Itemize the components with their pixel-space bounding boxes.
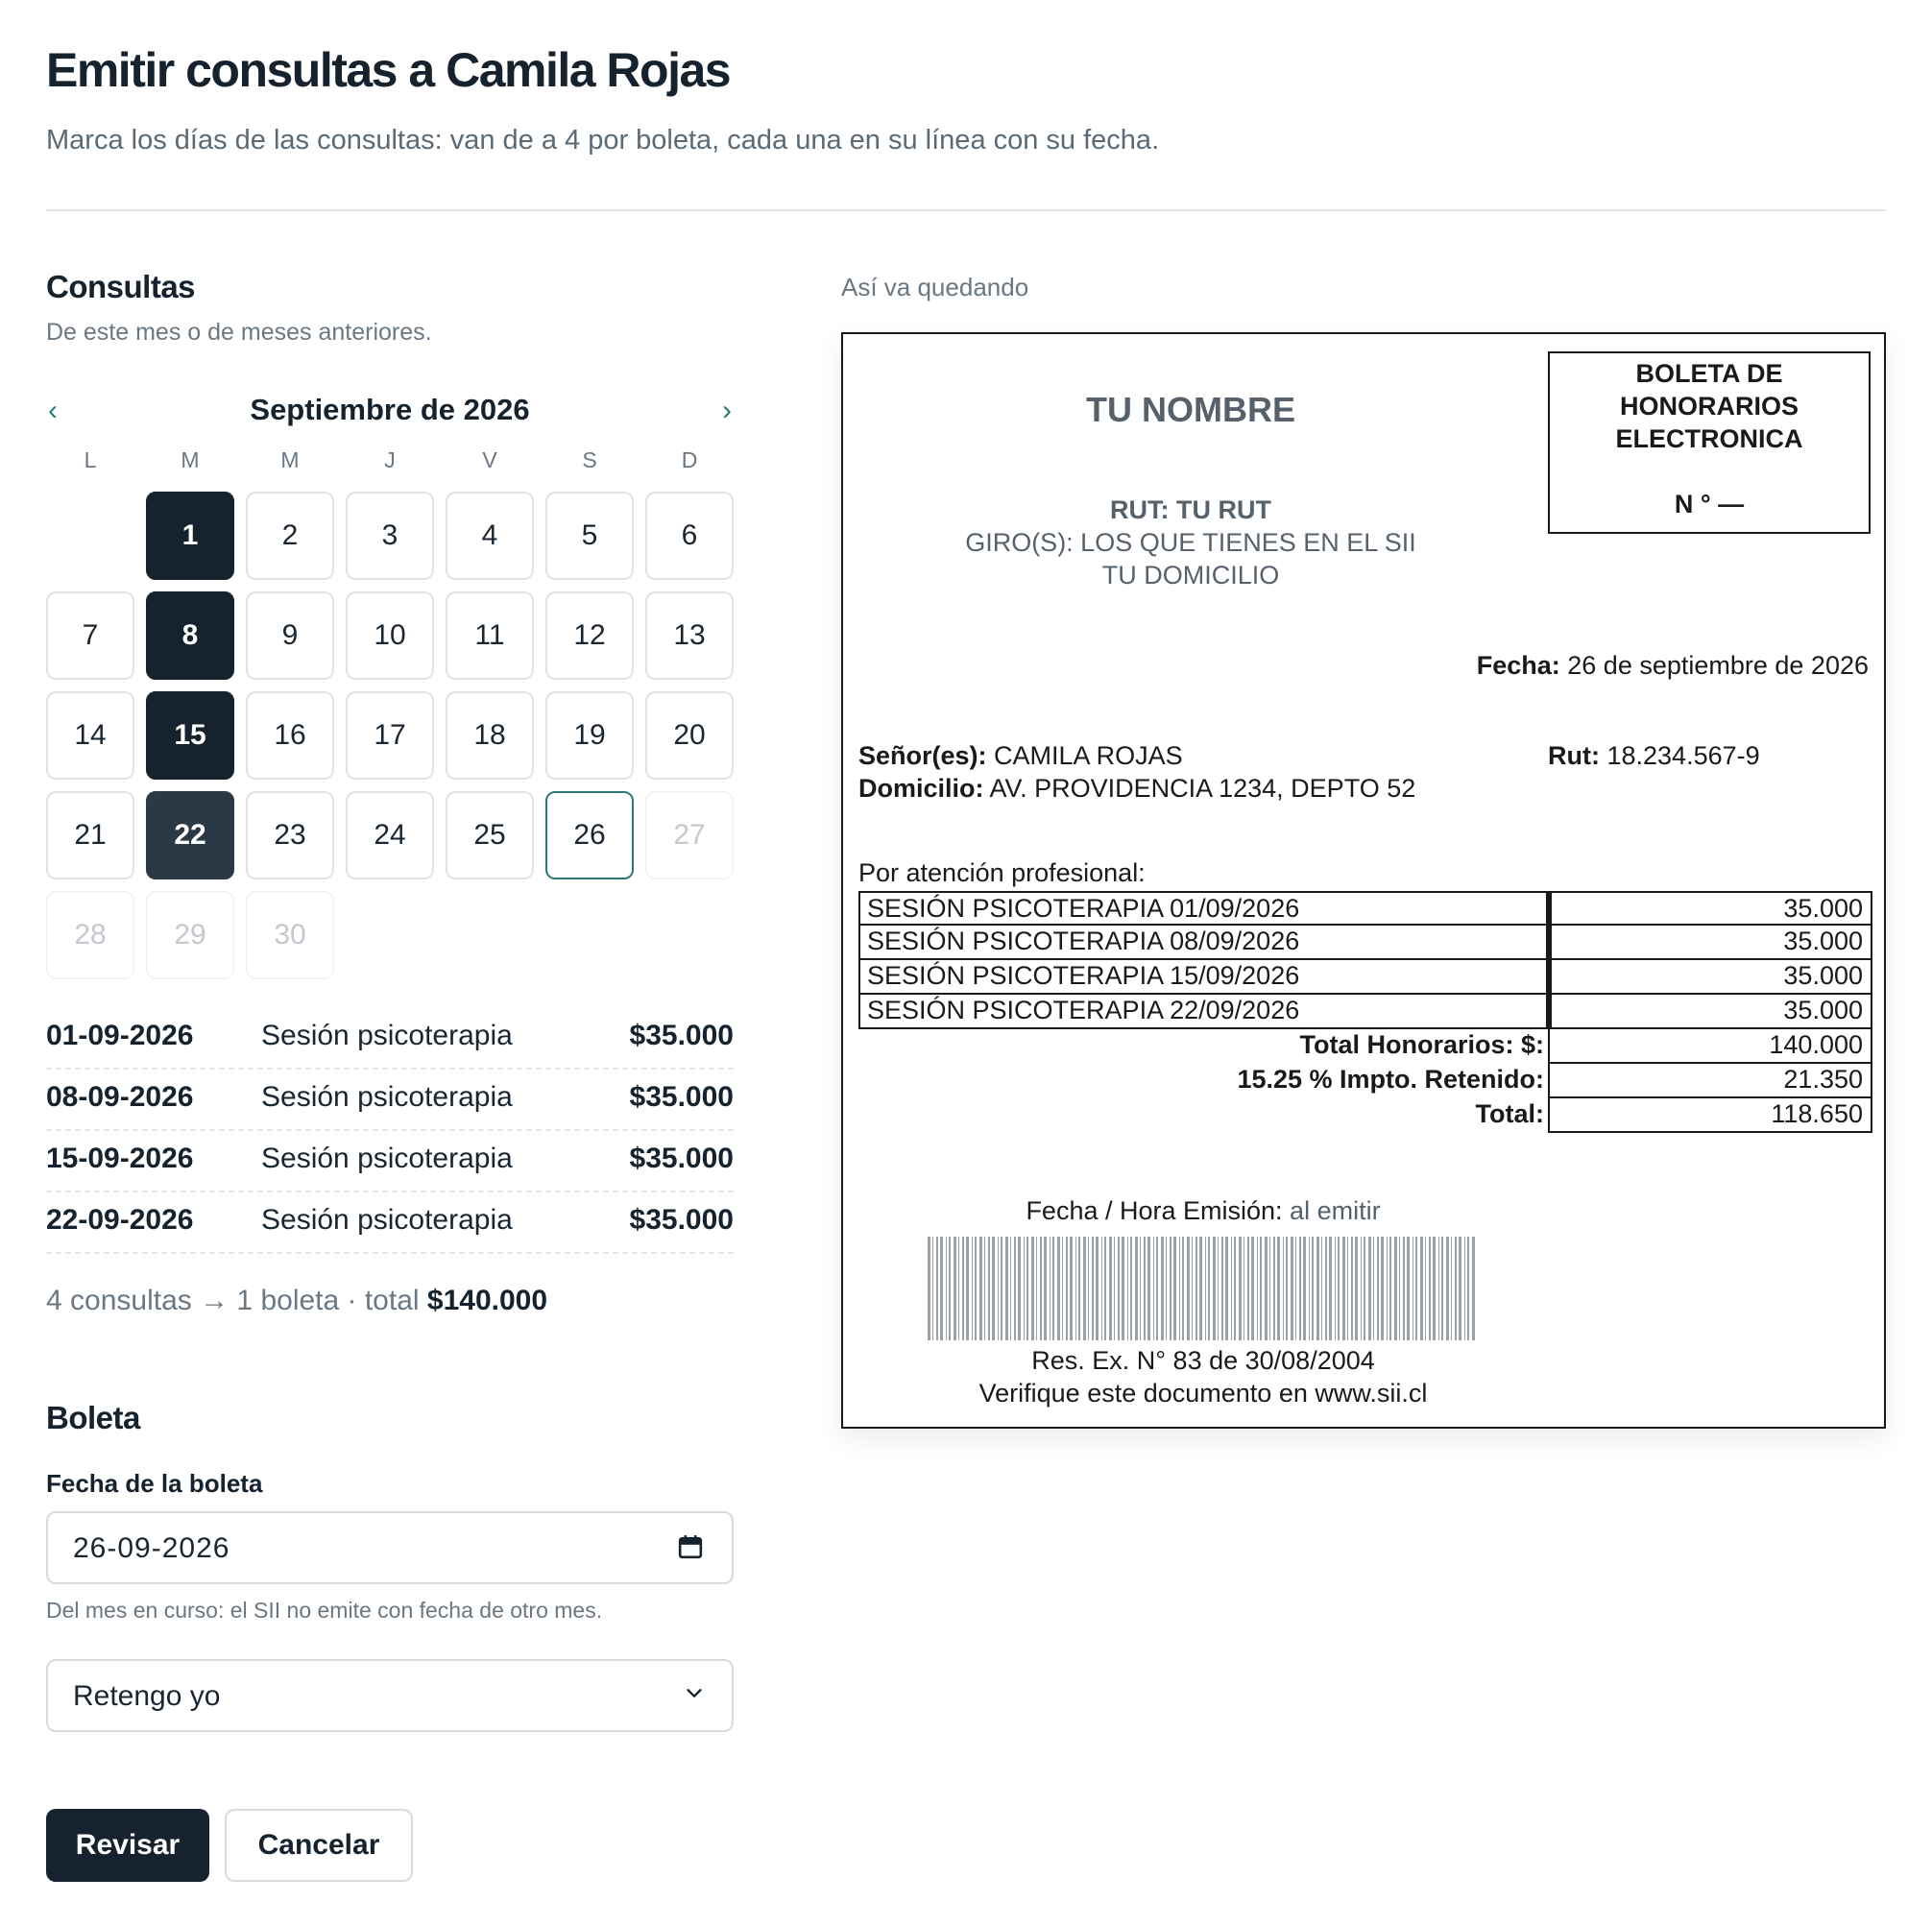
calendar-day-15[interactable]: 15 (146, 691, 234, 780)
barcode-bar (936, 1237, 938, 1340)
barcode-bar (1338, 1237, 1340, 1340)
calendar-day-9[interactable]: 9 (246, 591, 334, 680)
item-amount: $35.000 (629, 1081, 734, 1113)
item-description: Sesión psicoterapia (261, 1081, 513, 1113)
calendar-day-3[interactable]: 3 (346, 492, 434, 580)
barcode-bar (1420, 1237, 1423, 1340)
calendar-day-4[interactable]: 4 (446, 492, 534, 580)
barcode-bar (1269, 1237, 1270, 1340)
barcode-bar (966, 1237, 969, 1340)
barcode-bar (1321, 1237, 1322, 1340)
services-heading: Por atención profesional: (858, 858, 1146, 887)
box-line-1: BOLETA DE (1635, 359, 1783, 388)
barcode-bar (940, 1237, 943, 1340)
barcode-bar (1368, 1237, 1371, 1340)
barcode-bar (962, 1237, 964, 1340)
barcode-bar (1257, 1237, 1258, 1340)
list-item (46, 1192, 734, 1254)
barcode-bar (1234, 1237, 1236, 1340)
service-amount: 35.000 (1548, 891, 1872, 926)
barcode-bar (1325, 1237, 1327, 1340)
service-description: SESIÓN PSICOTERAPIA 15/09/2026 (858, 960, 1548, 995)
issuer-rut: RUT: TU RUT (1110, 495, 1271, 524)
barcode-bar (1170, 1237, 1171, 1340)
barcode-bar (1127, 1237, 1128, 1340)
total-honorarios-label: Total Honorarios: $: (1299, 1030, 1544, 1059)
calendar-day-5[interactable]: 5 (545, 492, 634, 580)
barcode-bar (1144, 1237, 1146, 1340)
calendar-day-26[interactable]: 26 (545, 791, 634, 879)
consultas-subtitle: De este mes o de meses anteriores. (46, 319, 432, 346)
total-honorarios-value: 140.000 (1548, 1029, 1872, 1064)
barcode-bar (1130, 1237, 1132, 1340)
barcode-bar (1361, 1237, 1362, 1340)
emission-label: Fecha / Hora Emisión: (1026, 1196, 1283, 1225)
calendar-day-28: 28 (46, 891, 134, 979)
calendar-day-19[interactable]: 19 (545, 691, 634, 780)
barcode-bar (1377, 1237, 1379, 1340)
issuer-address: TU DOMICILIO (1101, 561, 1280, 590)
barcode-bar (1199, 1237, 1202, 1340)
retention-amount: 21.350 (1548, 1064, 1872, 1098)
client-name (858, 741, 1183, 771)
barcode-bar (1467, 1237, 1469, 1340)
service-amount: 35.000 (1548, 926, 1872, 960)
barcode-bar (1441, 1237, 1443, 1340)
table-row (858, 926, 1872, 960)
calendar-day-17[interactable]: 17 (346, 691, 434, 780)
item-description: Sesión psicoterapia (261, 1020, 513, 1051)
calendar-icon[interactable] (678, 1534, 703, 1559)
resolution-text: Res. Ex. N° 83 de 30/08/2004 (1031, 1346, 1375, 1375)
barcode-bar (1316, 1237, 1319, 1340)
document-date (1477, 651, 1869, 681)
barcode-bar (984, 1237, 985, 1340)
total-row (858, 1064, 1872, 1098)
barcode-bar (928, 1237, 930, 1340)
barcode-bar (1101, 1237, 1102, 1340)
barcode-bar (1156, 1237, 1158, 1340)
calendar-day-27: 27 (645, 791, 734, 879)
total-value: 118.650 (1548, 1098, 1872, 1133)
barcode-bar (1260, 1237, 1262, 1340)
consultas-title: Consultas (46, 269, 196, 304)
barcode-bar (1438, 1237, 1439, 1340)
barcode-bar (1161, 1237, 1164, 1340)
barcode-bar (1005, 1237, 1008, 1340)
calendar-day-2[interactable]: 2 (246, 492, 334, 580)
barcode-bar (1364, 1237, 1365, 1340)
barcode-bar (1096, 1237, 1099, 1340)
barcode-bar (1195, 1237, 1197, 1340)
barcode-bar (1057, 1237, 1060, 1340)
list-item (46, 1008, 734, 1070)
barcode-bar (1104, 1237, 1106, 1340)
list-item (46, 1131, 734, 1192)
weekday-label: D (681, 447, 698, 472)
barcode-bar (1024, 1237, 1025, 1340)
barcode-bar (1231, 1237, 1232, 1340)
barcode-bar (1446, 1237, 1449, 1340)
document-number: N ° — (1674, 490, 1745, 518)
barcode-bar (1088, 1237, 1089, 1340)
item-amount: $35.000 (629, 1143, 734, 1174)
barcode-bar (1399, 1237, 1400, 1340)
barcode-bar (1309, 1237, 1310, 1340)
summary-text: 4 consultas → 1 boleta · total (46, 1285, 427, 1316)
calendar-day-8[interactable]: 8 (146, 591, 234, 680)
barcode-bar (1140, 1237, 1141, 1340)
barcode-bar (1407, 1237, 1410, 1340)
barcode-bar (972, 1237, 973, 1340)
calendar-day-11[interactable]: 11 (446, 591, 534, 680)
barcode-bar (1092, 1237, 1094, 1340)
weekday-label: V (482, 447, 497, 472)
calendar-day-29: 29 (146, 891, 234, 979)
barcode-bar (932, 1237, 933, 1340)
barcode-bar (1265, 1237, 1268, 1340)
services-table (858, 891, 1872, 1133)
barcode-bar (1179, 1237, 1180, 1340)
document-type-box (1548, 351, 1871, 534)
barcode-bar (1277, 1237, 1280, 1340)
barcode-bar (1114, 1237, 1115, 1340)
calendar-day-13[interactable]: 13 (645, 591, 734, 680)
barcode-bar (1472, 1237, 1475, 1340)
barcode-bar (1225, 1237, 1228, 1340)
boleta-title: Boleta (46, 1400, 140, 1435)
boleta-date-label: Fecha de la boleta (46, 1469, 263, 1498)
service-description: SESIÓN PSICOTERAPIA 01/09/2026 (858, 891, 1548, 926)
barcode-bar (1010, 1237, 1011, 1340)
service-description: SESIÓN PSICOTERAPIA 22/09/2026 (858, 995, 1548, 1029)
review-button[interactable]: Revisar (46, 1809, 209, 1882)
table-row (858, 960, 1872, 995)
barcode-bar (1355, 1237, 1358, 1340)
barcode-bar (1459, 1237, 1461, 1340)
weekday-label: L (84, 447, 97, 472)
barcode-bar (1381, 1237, 1384, 1340)
barcode-bar (1018, 1237, 1021, 1340)
page-title: Emitir consultas a Camila Rojas (46, 43, 731, 97)
barcode-bar (1312, 1237, 1314, 1340)
issuer-giro: GIRO(S): LOS QUE TIENES EN EL SII (965, 528, 1416, 557)
boleta-date-hint: Del mes en curso: el SII no emite con fecha de otro mes. (46, 1598, 603, 1623)
barcode-bar (1403, 1237, 1405, 1340)
weekday-label: J (384, 447, 396, 472)
calendar-next-month-button[interactable]: › (722, 395, 732, 426)
barcode-bar (1251, 1237, 1254, 1340)
barcode-bar (1247, 1237, 1249, 1340)
barcode-bar (1135, 1237, 1138, 1340)
weekday-label: M (181, 447, 200, 472)
barcode-bar (1153, 1237, 1154, 1340)
barcode-bar (1078, 1237, 1080, 1340)
barcode-bar (1451, 1237, 1452, 1340)
client-name-value: CAMILA ROJAS (986, 741, 1183, 770)
barcode-bar (1387, 1237, 1388, 1340)
barcode-bar (1014, 1237, 1016, 1340)
selected-consultas-list (46, 1008, 734, 1254)
barcode-bar (975, 1237, 977, 1340)
barcode-bar (1464, 1237, 1465, 1340)
barcode-bar (1415, 1237, 1417, 1340)
barcode-bar (1083, 1237, 1086, 1340)
item-description: Sesión psicoterapia (261, 1143, 513, 1174)
barcode-bar (1221, 1237, 1223, 1340)
barcode-bar (1351, 1237, 1353, 1340)
client-rut (1548, 741, 1760, 771)
barcode-bar (1303, 1237, 1306, 1340)
retention-label: 15.25 % Impto. Retenido: (1237, 1065, 1544, 1094)
table-row (858, 891, 1872, 926)
barcode-bar (1433, 1237, 1436, 1340)
service-amount: 35.000 (1548, 995, 1872, 1029)
calendar-month-label: Septiembre de 2026 (250, 393, 530, 426)
barcode-bar (1052, 1237, 1054, 1340)
barcode-bar (1342, 1237, 1345, 1340)
calendar-day-23[interactable]: 23 (246, 791, 334, 879)
barcode-bar (998, 1237, 999, 1340)
preview-label: Así va quedando (841, 273, 1029, 301)
retention-select[interactable] (46, 1659, 734, 1732)
retention-value: Retengo yo (73, 1680, 221, 1712)
barcode-bar (1187, 1237, 1190, 1340)
item-date: 01-09-2026 (46, 1020, 194, 1051)
emission-datetime (843, 1196, 1563, 1226)
barcode-bar (1213, 1237, 1216, 1340)
calendar-day-20[interactable]: 20 (645, 691, 734, 780)
barcode-bar (1118, 1237, 1120, 1340)
barcode-bar (1394, 1237, 1397, 1340)
consultas-section-header (46, 269, 734, 347)
item-date: 15-09-2026 (46, 1143, 194, 1174)
barcode-bar (1050, 1237, 1051, 1340)
barcode-bar (992, 1237, 995, 1340)
calendar-day-30: 30 (246, 891, 334, 979)
barcode-bar (1109, 1237, 1112, 1340)
client-name-label: Señor(es): (858, 741, 987, 770)
barcode-bar (1273, 1237, 1275, 1340)
weekday-label: S (582, 447, 597, 472)
barcode-bar (1040, 1237, 1042, 1340)
boleta-preview (841, 332, 1886, 1429)
barcode-bar (1070, 1237, 1073, 1340)
barcode-bar (1166, 1237, 1167, 1340)
barcode-bar (988, 1237, 990, 1340)
issuer-name: TU NOMBRE (1086, 390, 1295, 429)
barcode-bar (1036, 1237, 1037, 1340)
table-row (858, 995, 1872, 1029)
calendar-day-14[interactable]: 14 (46, 691, 134, 780)
barcode-bar (1182, 1237, 1184, 1340)
calendar-day-10[interactable]: 10 (346, 591, 434, 680)
client-address-value: AV. PROVIDENCIA 1234, DEPTO 52 (983, 774, 1416, 803)
barcode-bar (946, 1237, 947, 1340)
calendar-day-16[interactable]: 16 (246, 691, 334, 780)
barcode-bar (1299, 1237, 1301, 1340)
item-date: 22-09-2026 (46, 1204, 194, 1236)
item-amount: $35.000 (629, 1204, 734, 1236)
barcode-bar (1389, 1237, 1391, 1340)
consultas-summary (46, 1285, 547, 1317)
barcode-bar (1026, 1237, 1028, 1340)
barcode-bar (1286, 1237, 1288, 1340)
client-rut-label: Rut: (1548, 741, 1600, 770)
summary-total: $140.000 (426, 1285, 548, 1316)
client-address (858, 774, 1415, 804)
barcode-bar (1347, 1237, 1348, 1340)
item-date: 08-09-2026 (46, 1081, 194, 1113)
document-date-label: Fecha: (1476, 651, 1560, 680)
page-subtitle: Marca los días de las consultas: van de a 4 por boleta, cada una en su línea con su fecha. (46, 125, 1160, 156)
barcode-bar (1205, 1237, 1206, 1340)
weekday-label: M (280, 447, 300, 472)
barcode-bar (1291, 1237, 1293, 1340)
barcode-bar (1429, 1237, 1431, 1340)
barcode-bar (979, 1237, 982, 1340)
barcode-bar (1044, 1237, 1047, 1340)
calendar-day-24[interactable]: 24 (346, 791, 434, 879)
barcode-bar (1075, 1237, 1076, 1340)
barcode-bar (1455, 1237, 1457, 1340)
total-row (858, 1029, 1872, 1064)
cancel-button[interactable]: Cancelar (225, 1809, 413, 1882)
list-item (46, 1070, 734, 1131)
barcode-bar (1066, 1237, 1068, 1340)
barcode-bar (1031, 1237, 1034, 1340)
barcode-bar (954, 1237, 956, 1340)
box-line-2: HONORARIOS (1619, 392, 1799, 421)
calendar-day-12[interactable]: 12 (545, 591, 634, 680)
total-row (858, 1098, 1872, 1133)
calendar-day-6[interactable]: 6 (645, 492, 734, 580)
item-description: Sesión psicoterapia (261, 1204, 513, 1236)
barcode-bar (1001, 1237, 1002, 1340)
barcode-bar (1062, 1237, 1063, 1340)
service-amount: 35.000 (1548, 960, 1872, 995)
barcode-image (928, 1237, 1479, 1340)
client-rut-value: 18.234.567-9 (1599, 741, 1760, 770)
verify-text: Verifique este documento en www.sii.cl (978, 1379, 1428, 1408)
calendar-header (46, 389, 734, 437)
service-description: SESIÓN PSICOTERAPIA 08/09/2026 (858, 926, 1548, 960)
barcode-bar (1373, 1237, 1374, 1340)
box-line-3: ELECTRONICA (1615, 424, 1803, 453)
barcode-bar (1239, 1237, 1242, 1340)
document-date-value: 26 de septiembre de 2026 (1559, 651, 1869, 680)
total-label: Total: (1475, 1099, 1544, 1128)
calendar-day-22[interactable]: 22 (146, 791, 234, 879)
header-divider (46, 209, 1886, 211)
chevron-down-icon (684, 1682, 705, 1703)
calendar-day-21[interactable]: 21 (46, 791, 134, 879)
barcode-bar (958, 1237, 959, 1340)
barcode-bar (1283, 1237, 1284, 1340)
barcode-bar (949, 1237, 951, 1340)
barcode-bar (1329, 1237, 1332, 1340)
calendar-day-25[interactable]: 25 (446, 791, 534, 879)
calendar-prev-month-button[interactable]: ‹ (48, 395, 58, 426)
emission-value: al emitir (1282, 1196, 1381, 1225)
barcode-bar (1218, 1237, 1219, 1340)
barcode-bar (1147, 1237, 1150, 1340)
barcode-bar (1425, 1237, 1426, 1340)
barcode-bar (1295, 1237, 1296, 1340)
barcode-bar (1192, 1237, 1193, 1340)
item-amount: $35.000 (629, 1020, 734, 1051)
boleta-date-value: 26-09-2026 (73, 1532, 230, 1564)
calendar-day-1[interactable]: 1 (146, 492, 234, 580)
calendar-day-18[interactable]: 18 (446, 691, 534, 780)
barcode-bar (1122, 1237, 1124, 1340)
calendar-day-7[interactable]: 7 (46, 591, 134, 680)
barcode-bar (1335, 1237, 1336, 1340)
boleta-date-input[interactable] (46, 1511, 734, 1584)
barcode-bar (1208, 1237, 1210, 1340)
barcode-bar (1173, 1237, 1176, 1340)
client-address-label: Domicilio: (858, 774, 984, 803)
